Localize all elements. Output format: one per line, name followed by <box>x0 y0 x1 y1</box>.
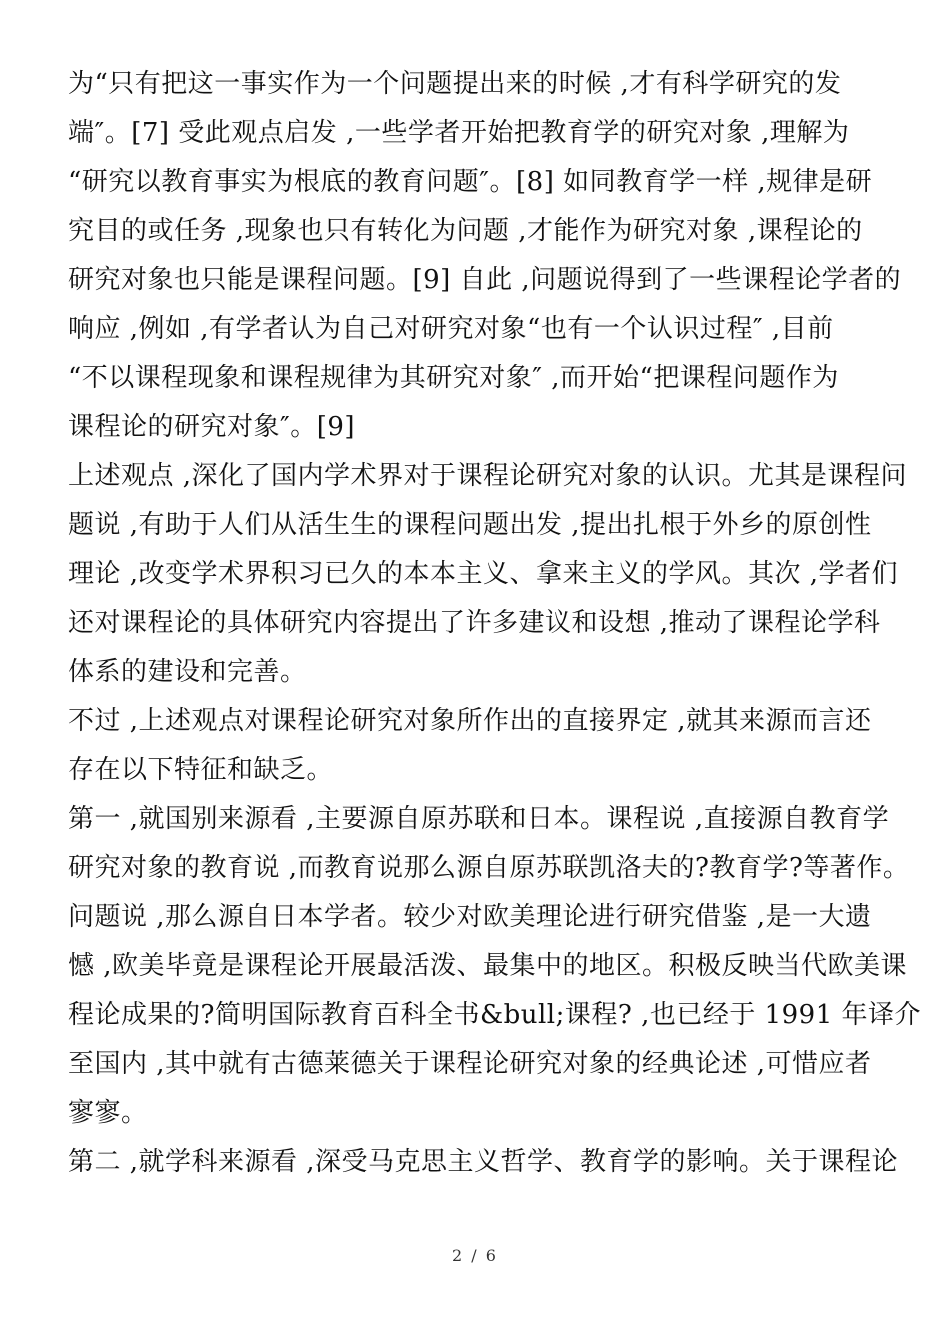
text-line: 不过 ,上述观点对课程论研究对象所作出的直接界定 ,就其来源而言还 <box>68 706 872 736</box>
text-line: 存在以下特征和缺乏。 <box>68 755 334 785</box>
text-line: 为“只有把这一事实作为一个问题提出来的时候 ,才有科学研究的发 <box>68 69 842 99</box>
text-line: 寥寥。 <box>68 1098 148 1128</box>
text-line: 还对课程论的具体研究内容提出了许多建议和设想 ,推动了课程论学科 <box>68 608 881 638</box>
text-line: 课程论的研究对象″。[9] <box>68 412 356 442</box>
text-line: 至国内 ,其中就有古德莱德关于课程论研究对象的经典论述 ,可惜应者 <box>68 1049 872 1079</box>
text-line: 端″。[7] 受此观点启发 ,一些学者开始把教育学的研究对象 ,理解为 <box>68 118 850 148</box>
text-line: 题说 ,有助于人们从活生生的课程问题出发 ,提出扎根于外乡的原创性 <box>68 510 872 540</box>
page-number: 2 / 6 <box>452 1246 498 1265</box>
text-line: 第一 ,就国别来源看 ,主要源自原苏联和日本。课程说 ,直接源自教育学 <box>68 804 890 834</box>
text-line: 憾 ,欧美毕竟是课程论开展最活泼、最集中的地区。积极反映当代欧美课 <box>68 951 908 981</box>
text-line: 程论成果的?简明国际教育百科全书&bull;课程? ,也已经于 1991 年译介 <box>68 1000 922 1030</box>
text-line: 研究对象的教育说 ,而教育说那么源自原苏联凯洛夫的?教育学?等著作。 <box>68 853 910 883</box>
text-line: “不以课程现象和课程规律为其研究对象″ ,而开始“把课程问题作为 <box>68 363 839 393</box>
text-line: 问题说 ,那么源自日本学者。较少对欧美理论进行研究借鉴 ,是一大遗 <box>68 902 872 932</box>
text-line: 响应 ,例如 ,有学者认为自己对研究对象“也有一个认识过程″ ,目前 <box>68 314 834 344</box>
text-line: 上述观点 ,深化了国内学术界对于课程论研究对象的认识。尤其是课程问 <box>68 461 908 491</box>
text-line: 究目的或任务 ,现象也只有转化为问题 ,才能作为研究对象 ,课程论的 <box>68 216 863 246</box>
text-line: “研究以教育事实为根底的教育问题″。[8] 如同教育学一样 ,规律是研 <box>68 167 873 197</box>
text-line: 理论 ,改变学术界积习已久的本本主义、拿来主义的学风。其次 ,学者们 <box>68 559 899 589</box>
text-line: 研究对象也只能是课程问题。[9] 自此 ,问题说得到了一些课程论学者的 <box>68 265 902 295</box>
text-line: 第二 ,就学科来源看 ,深受马克思主义哲学、教育学的影响。关于课程论 <box>68 1147 899 1177</box>
text-line: 体系的建设和完善。 <box>68 657 307 687</box>
